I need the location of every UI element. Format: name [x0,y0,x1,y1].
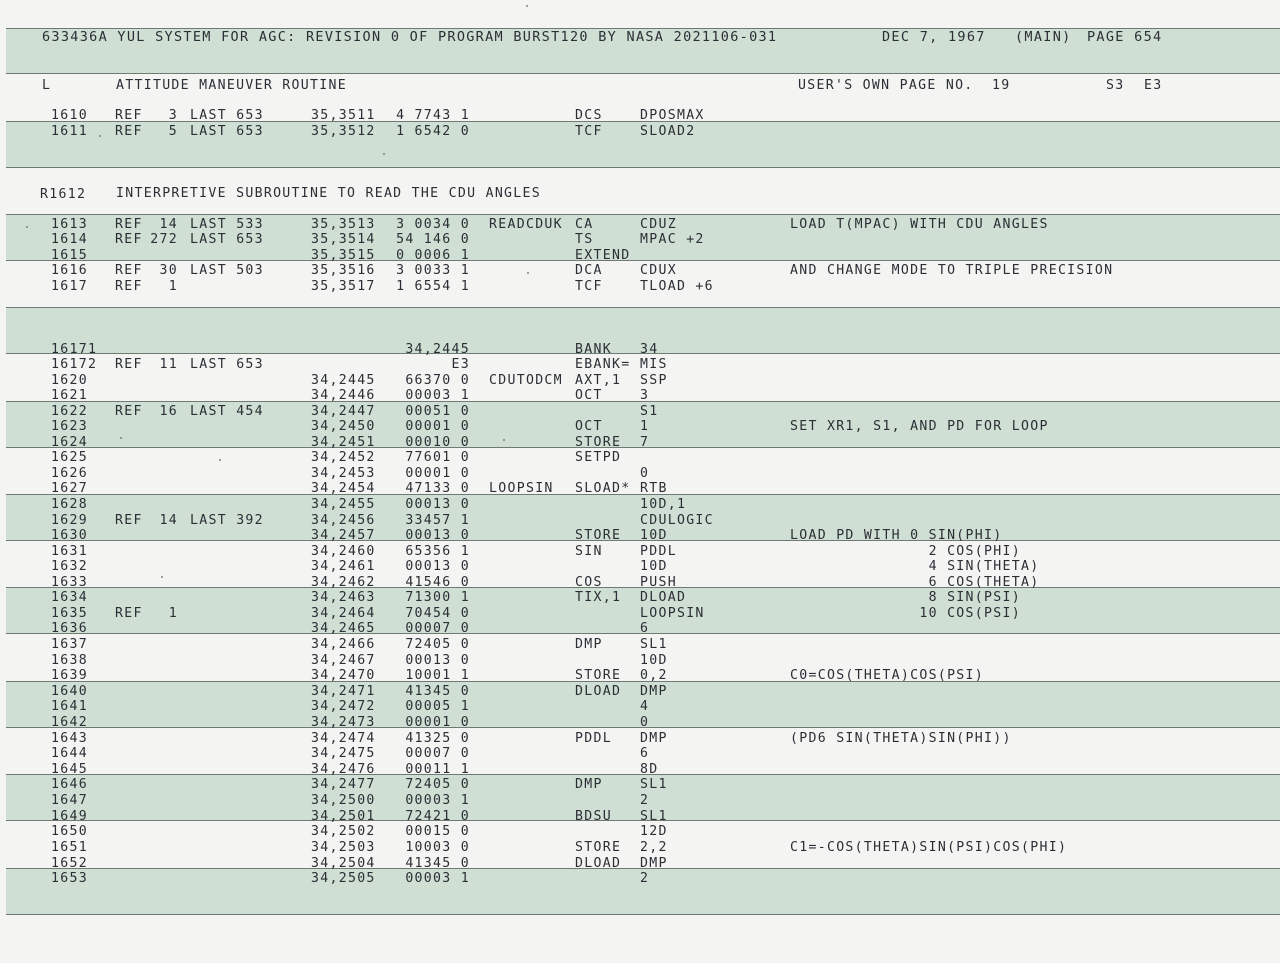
opcode: DCS [575,108,603,123]
line-number: 16171 [51,342,98,357]
operand: CDULOGIC [640,513,714,528]
ref-marker: REF [115,513,143,528]
section-tag: E3 [1144,78,1163,93]
memory-address: 34,2465 [311,621,376,636]
opcode: DLOAD [575,684,622,699]
opcode: TS [575,232,594,247]
line-number: 1650 [51,824,88,839]
memory-address: 34,2473 [311,715,376,730]
header-mode: (MAIN) [1015,29,1072,45]
band-rule [6,260,1280,261]
octal-word: 71300 1 [405,590,470,605]
octal-word: 47133 0 [405,481,470,496]
last-reference: LAST 503 [190,263,264,278]
memory-address: 34,2502 [311,824,376,839]
section-marker: L [42,78,52,93]
memory-address: 35,3514 [311,232,376,247]
comment: 10 COS(PSI) [790,606,1021,621]
opcode: CA [575,217,594,232]
octal-word: 0 0006 1 [396,248,470,263]
operand: CDUX [640,263,677,278]
comment: (PD6 SIN(THETA)SIN(PHI)) [790,731,1012,746]
operand: PDDL [640,544,677,559]
octal-word: 00011 1 [405,762,470,777]
last-reference: LAST 653 [190,108,264,123]
line-number: 1616 [51,263,88,278]
line-number: 1643 [51,731,88,746]
octal-word: 00013 0 [405,497,470,512]
print-speck [503,439,505,441]
opcode: STORE [575,528,622,543]
comment: 2 COS(PHI) [790,544,1021,559]
operand: 10D [640,528,668,543]
last-reference: LAST 653 [190,124,264,139]
memory-address: 34,2464 [311,606,376,621]
comment: SET XR1, S1, AND PD FOR LOOP [790,419,1049,434]
print-speck [26,226,28,228]
line-number: 1632 [51,559,88,574]
memory-address: 34,2454 [311,481,376,496]
memory-address: 34,2472 [311,699,376,714]
ref-count: 5 [168,124,178,139]
operand: 2,2 [640,840,668,855]
opcode: DCA [575,263,603,278]
last-reference: LAST 653 [190,232,264,247]
line-number: 1640 [51,684,88,699]
symbol-label: READCDUK [489,217,563,232]
ref-marker: REF [115,606,143,621]
memory-address: 34,2450 [311,419,376,434]
comment: C1=-COS(THETA)SIN(PSI)COS(PHI) [790,840,1068,855]
opcode: DMP [575,637,603,652]
ref-marker: REF [115,217,143,232]
ref-marker: REF [115,357,143,372]
operand: 3 [640,388,650,403]
line-number: 1652 [51,856,88,871]
line-number: 1620 [51,373,88,388]
operand: SL1 [640,809,668,824]
octal-word: 00001 0 [405,419,470,434]
line-number: 1628 [51,497,88,512]
opcode: EXTEND [575,248,631,263]
band-rule [6,214,1280,215]
octal-word: 41546 0 [405,575,470,590]
symbol-label: LOOPSIN [489,481,554,496]
operand: MPAC +2 [640,232,705,247]
line-number: 1634 [51,590,88,605]
operand: 1 [640,419,650,434]
opcode: STORE [575,840,622,855]
line-number: 1645 [51,762,88,777]
memory-address: 34,2466 [311,637,376,652]
memory-address: 34,2500 [311,793,376,808]
line-number: 1621 [51,388,88,403]
operand: DMP [640,856,668,871]
operand: 34 [640,342,659,357]
octal-word: 65356 1 [405,544,470,559]
line-number: 1641 [51,699,88,714]
octal-word: 00013 0 [405,559,470,574]
operand: 12D [640,824,668,839]
octal-word: 1 6542 0 [396,124,470,139]
octal-word: 1 6554 1 [396,279,470,294]
octal-word: 00010 0 [405,435,470,450]
line-number: 1642 [51,715,88,730]
ref-count: 30 [159,263,178,278]
memory-address: 34,2462 [311,575,376,590]
operand: SL1 [640,637,668,652]
operand: DPOSMAX [640,108,705,123]
operand: SLOAD2 [640,124,696,139]
comment: C0=COS(THETA)COS(PSI) [790,668,985,683]
operand: 7 [640,435,650,450]
line-number: 1613 [51,217,88,232]
octal-word: 70454 0 [405,606,470,621]
opcode: PDDL [575,731,612,746]
octal-word: 00003 1 [405,388,470,403]
operand: S1 [640,404,659,419]
opcode: TIX,1 [575,590,622,605]
memory-address: 34,2475 [311,746,376,761]
line-number: 1625 [51,450,88,465]
ref-count: 14 [159,217,178,232]
octal-word: 72405 0 [405,637,470,652]
octal-word: 66370 0 [405,373,470,388]
memory-address: 35,3517 [311,279,376,294]
line-number: 1617 [51,279,88,294]
line-number: 1633 [51,575,88,590]
operand: SL1 [640,777,668,792]
print-speck [527,272,529,274]
octal-word: 10003 0 [405,840,470,855]
operand: MIS [640,357,668,372]
memory-address: 34,2503 [311,840,376,855]
operand: RTB [640,481,668,496]
operand: 8D [640,762,659,777]
last-reference: LAST 533 [190,217,264,232]
octal-word: 41325 0 [405,731,470,746]
octal-word: 00013 0 [405,528,470,543]
octal-word: 00005 1 [405,699,470,714]
opcode: BDSU [575,809,612,824]
line-number: 1635 [51,606,88,621]
opcode: DMP [575,777,603,792]
octal-word: E3 [451,357,470,372]
octal-word: 72405 0 [405,777,470,792]
octal-word: 00001 0 [405,715,470,730]
ref-count: 1 [168,279,178,294]
octal-word: 00051 0 [405,404,470,419]
section-tag: S3 [1106,78,1125,93]
operand: 2 [640,793,650,808]
comment: 4 SIN(THETA) [790,559,1040,574]
memory-address: 34,2501 [311,809,376,824]
print-speck [99,135,101,137]
band-rule [6,73,1280,74]
line-number: 1626 [51,466,88,481]
line-number: 1636 [51,621,88,636]
operand: 0,2 [640,668,668,683]
line-number: 1644 [51,746,88,761]
line-number: 1653 [51,871,88,886]
band-rule [6,167,1280,168]
print-speck [219,459,221,461]
line-number: 1622 [51,404,88,419]
octal-word: 00007 0 [405,621,470,636]
operand: 10D [640,559,668,574]
last-reference: LAST 454 [190,404,264,419]
octal-word: 34,2445 [405,342,470,357]
ref-count: 16 [159,404,178,419]
section-marker: R1612 [40,187,87,202]
operand: 10D [640,653,668,668]
header-page-number: PAGE 654 [1087,29,1163,45]
octal-word: 3 0034 0 [396,217,470,232]
header-title: 633436A YUL SYSTEM FOR AGC: REVISION 0 OF PROGRAM BURST120 BY NASA 2021106-031 [42,29,778,45]
octal-word: 41345 0 [405,684,470,699]
ref-count: 14 [159,513,178,528]
octal-word: 33457 1 [405,513,470,528]
operand: DMP [640,731,668,746]
last-reference: LAST 392 [190,513,264,528]
octal-word: 00013 0 [405,653,470,668]
section-title: ATTITUDE MANEUVER ROUTINE [116,78,347,93]
operand: TLOAD +6 [640,279,714,294]
opcode: STORE [575,668,622,683]
octal-word: 00001 0 [405,466,470,481]
operand: 10D,1 [640,497,687,512]
octal-word: 10001 1 [405,668,470,683]
band-rule [6,914,1280,915]
memory-address: 34,2477 [311,777,376,792]
memory-address: 34,2446 [311,388,376,403]
opcode: SIN [575,544,603,559]
memory-address: 35,3515 [311,248,376,263]
operand: 0 [640,715,650,730]
comment: AND CHANGE MODE TO TRIPLE PRECISION [790,263,1114,278]
memory-address: 34,2457 [311,528,376,543]
ref-marker: REF [115,108,143,123]
octal-word: 4 7743 1 [396,108,470,123]
octal-word: 72421 0 [405,809,470,824]
print-speck [120,437,122,439]
line-number: 1638 [51,653,88,668]
opcode: OCT [575,419,603,434]
ref-marker: REF [115,404,143,419]
memory-address: 35,3512 [311,124,376,139]
memory-address: 34,2471 [311,684,376,699]
memory-address: 34,2470 [311,668,376,683]
print-speck [383,153,385,155]
memory-address: 34,2460 [311,544,376,559]
opcode: COS [575,575,603,590]
line-number: 1647 [51,793,88,808]
ref-count: 11 [159,357,178,372]
operand: SSP [640,373,668,388]
memory-address: 34,2461 [311,559,376,574]
line-number: 1624 [51,435,88,450]
comment: LOAD T(MPAC) WITH CDU ANGLES [790,217,1049,232]
opcode: SETPD [575,450,622,465]
line-number: 1651 [51,840,88,855]
memory-address: 34,2445 [311,373,376,388]
memory-address: 34,2467 [311,653,376,668]
operand: PUSH [640,575,677,590]
memory-address: 34,2474 [311,731,376,746]
operand: CDUZ [640,217,677,232]
ref-count: 1 [168,606,178,621]
section-title: INTERPRETIVE SUBROUTINE TO READ THE CDU ANGLES [116,186,542,201]
octal-word: 00003 1 [405,871,470,886]
operand: 2 [640,871,650,886]
octal-word: 41345 0 [405,856,470,871]
memory-address: 34,2463 [311,590,376,605]
memory-address: 34,2447 [311,404,376,419]
print-speck [526,5,528,7]
memory-address: 34,2456 [311,513,376,528]
operand: 0 [640,466,650,481]
opcode: STORE [575,435,622,450]
line-number: 1629 [51,513,88,528]
header-date: DEC 7, 1967 [882,29,986,45]
ref-count: 3 [168,108,178,123]
memory-address: 34,2505 [311,871,376,886]
opcode: BANK [575,342,612,357]
octal-word: 00015 0 [405,824,470,839]
line-number: 1611 [51,124,88,139]
operand: 6 [640,746,650,761]
operand: DMP [640,684,668,699]
ref-marker: REF [115,124,143,139]
memory-address: 35,3513 [311,217,376,232]
opcode: EBANK= [575,357,631,372]
memory-address: 35,3511 [311,108,376,123]
memory-address: 34,2452 [311,450,376,465]
operand: 6 [640,621,650,636]
memory-address: 34,2455 [311,497,376,512]
ref-marker: REF [115,279,143,294]
ref-marker: REF [115,263,143,278]
opcode: TCF [575,124,603,139]
opcode: TCF [575,279,603,294]
line-number: 1614 [51,232,88,247]
memory-address: 35,3516 [311,263,376,278]
memory-address: 34,2504 [311,856,376,871]
line-number: 1631 [51,544,88,559]
operand: LOOPSIN [640,606,705,621]
ref-count: 272 [150,232,178,247]
comment: 8 SIN(PSI) [790,590,1021,605]
operand: 4 [640,699,650,714]
ref-marker: REF [115,232,143,247]
line-number: 1639 [51,668,88,683]
line-number: 1627 [51,481,88,496]
memory-address: 34,2453 [311,466,376,481]
octal-word: 3 0033 1 [396,263,470,278]
print-speck [161,576,163,578]
opcode: OCT [575,388,603,403]
line-number: 1623 [51,419,88,434]
octal-word: 00007 0 [405,746,470,761]
last-reference: LAST 653 [190,357,264,372]
line-number: 1615 [51,248,88,263]
octal-word: 00003 1 [405,793,470,808]
users-page-number: USER'S OWN PAGE NO. 19 [798,78,1011,93]
operand: DLOAD [640,590,687,605]
octal-word: 54 146 0 [396,232,470,247]
comment: 6 COS(THETA) [790,575,1040,590]
line-number: 1649 [51,809,88,824]
memory-address: 34,2476 [311,762,376,777]
symbol-label: CDUTODCM [489,373,563,388]
line-number: 1630 [51,528,88,543]
opcode: AXT,1 [575,373,622,388]
line-number: 1610 [51,108,88,123]
line-number: 1646 [51,777,88,792]
band-rule [6,307,1280,308]
line-number: 1637 [51,637,88,652]
octal-word: 77601 0 [405,450,470,465]
line-number: 16172 [51,357,98,372]
memory-address: 34,2451 [311,435,376,450]
comment: LOAD PD WITH 0 SIN(PHI) [790,528,1003,543]
opcode: SLOAD* [575,481,631,496]
opcode: DLOAD [575,856,622,871]
